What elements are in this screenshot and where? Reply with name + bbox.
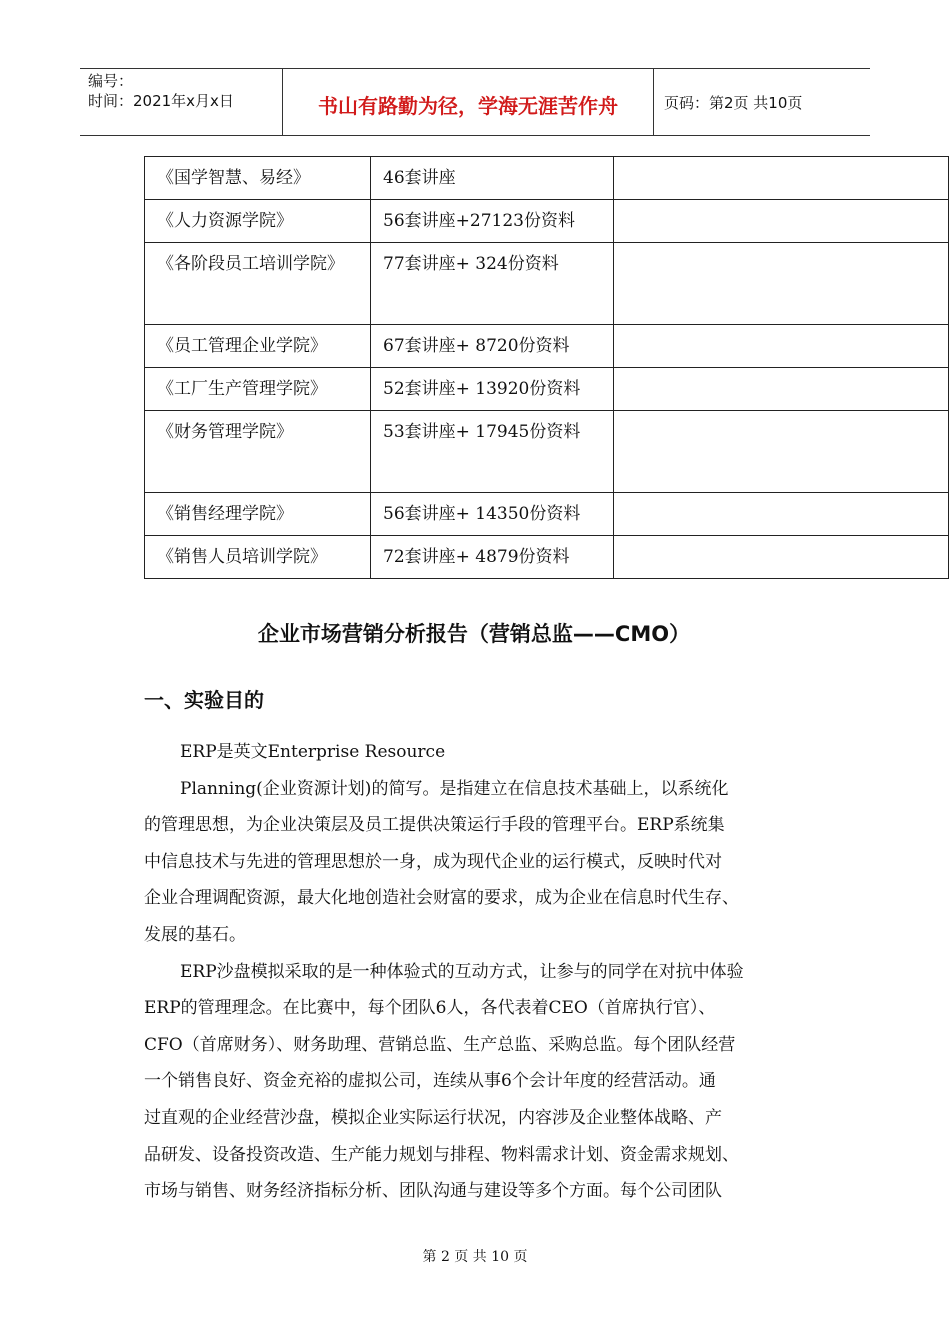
table-cell-extra [614, 536, 949, 579]
table-cell-name: 《财务管理学院》 [145, 411, 371, 493]
table-cell-name: 《国学智慧、易经》 [145, 157, 371, 200]
table-cell-extra [614, 157, 949, 200]
table-cell-name: 《工厂生产管理学院》 [145, 368, 371, 411]
table-cell-extra [614, 325, 949, 368]
body-line: ERP沙盘模拟采取的是一种体验式的互动方式，让参与的同学在对抗中体验 [180, 961, 744, 982]
body-line: 发展的基石。 [144, 924, 246, 945]
table-cell-content: 46套讲座 [371, 157, 614, 200]
section-heading: 一、实验目的 [144, 688, 264, 712]
table-row [145, 200, 949, 243]
table-cell-name: 《员工管理企业学院》 [145, 325, 371, 368]
table-cell-content: 56套讲座+27123份资料 [371, 200, 614, 243]
table-cell-content: 52套讲座+ 13920份资料 [371, 368, 614, 411]
body-line: 市场与销售、财务经济指标分析、团队沟通与建设等多个方面。每个公司团队 [144, 1181, 722, 1202]
body-line: 的管理思想，为企业决策层及员工提供决策运行手段的管理平台。ERP系统集 [144, 815, 725, 836]
report-title: 企业市场营销分析报告（营销总监——CMO） [257, 622, 691, 646]
report-body [144, 734, 820, 1210]
body-line: ERP是英文Enterprise Resource [180, 742, 446, 762]
table-cell-extra [614, 368, 949, 411]
header-number: 编号： [88, 72, 134, 90]
table-cell-content: 77套讲座+ 324份资料 [371, 243, 614, 325]
table-cell-content: 72套讲座+ 4879份资料 [371, 536, 614, 579]
header-time: 时间：2021年x月x日 [88, 92, 234, 110]
course-table [144, 156, 949, 579]
table-row [145, 325, 949, 368]
header-page-info: 页码：第2页 共10页 [664, 93, 803, 112]
table-row [145, 536, 949, 579]
body-line: 过直观的企业经营沙盘，模拟企业实际运行状况，内容涉及企业整体战略、产 [144, 1107, 722, 1128]
table-row [145, 243, 949, 325]
table-cell-content: 56套讲座+ 14350份资料 [371, 493, 614, 536]
table-cell-extra [614, 200, 949, 243]
body-line: ERP的管理理念。在比赛中，每个团队6人，各代表着CEO（首席执行官）、 [144, 998, 716, 1019]
body-line: 企业合理调配资源，最大化地创造社会财富的要求，成为企业在信息时代生存、 [144, 888, 739, 909]
body-line: 一个销售良好、资金充裕的虚拟公司，连续从事6个会计年度的经营活动。通 [144, 1071, 716, 1092]
body-line: 中信息技术与先进的管理思想於一身，成为现代企业的运行模式，反映时代对 [144, 851, 722, 872]
table-cell-extra [614, 493, 949, 536]
table-cell-extra [614, 411, 949, 493]
body-line: Planning(企业资源计划)的简写。是指建立在信息技术基础上，以系统化 [180, 778, 729, 799]
table-cell-name: 《人力资源学院》 [145, 200, 371, 243]
page-header [80, 68, 870, 136]
table-cell-name: 《销售人员培训学院》 [145, 536, 371, 579]
table-cell-content: 53套讲座+ 17945份资料 [371, 411, 614, 493]
table-row [145, 157, 949, 200]
table-cell-content: 67套讲座+ 8720份资料 [371, 325, 614, 368]
table-cell-name: 《销售经理学院》 [145, 493, 371, 536]
body-line: 品研发、设备投资改造、生产能力规划与排程、物料需求计划、资金需求规划、 [144, 1144, 739, 1165]
header-meta [80, 69, 282, 135]
table-row [145, 411, 949, 493]
page-footer: 第 2 页 共 10 页 [422, 1249, 528, 1265]
table-cell-name: 《各阶段员工培训学院》 [145, 243, 371, 325]
table-row [145, 368, 949, 411]
table-row [145, 493, 949, 536]
body-line: CFO（首席财务）、财务助理、营销总监、生产总监、采购总监。每个团队经营 [144, 1034, 736, 1055]
header-motto: 书山有路勤为径，学海无涯苦作舟 [282, 69, 654, 135]
table-cell-extra [614, 243, 949, 325]
